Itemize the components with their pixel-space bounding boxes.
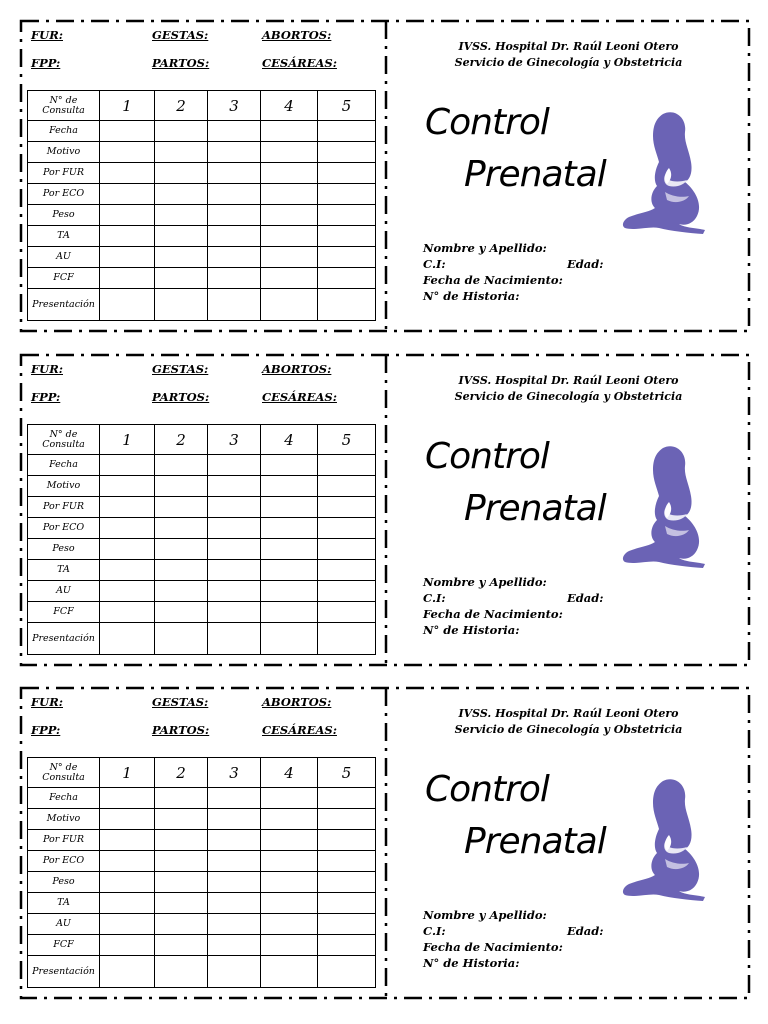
table-row <box>28 623 376 655</box>
historia-label: N° de Historia: <box>423 956 520 970</box>
entry-cell[interactable] <box>261 893 318 914</box>
entry-cell[interactable] <box>155 788 208 809</box>
entry-cell[interactable] <box>318 142 376 163</box>
entry-cell[interactable] <box>155 247 208 268</box>
consultation-pane <box>20 20 387 332</box>
fpp-label: FPP: <box>31 56 61 70</box>
consultation-table <box>27 757 376 988</box>
table-row <box>28 851 376 872</box>
row-label: AU <box>28 247 100 268</box>
table-row <box>28 893 376 914</box>
entry-cell[interactable] <box>208 851 261 872</box>
fpp-label: FPP: <box>31 723 61 737</box>
consulta-number-5: 5 <box>318 91 376 121</box>
entry-cell[interactable] <box>208 163 261 184</box>
entry-cell[interactable] <box>100 623 155 655</box>
entry-cell[interactable] <box>318 623 376 655</box>
entry-cell[interactable] <box>155 205 208 226</box>
prenatal-card-2 <box>20 354 750 666</box>
entry-cell[interactable] <box>208 893 261 914</box>
entry-cell[interactable] <box>318 247 376 268</box>
row-label: Fecha <box>28 121 100 142</box>
entry-cell[interactable] <box>208 268 261 289</box>
row-label: Motivo <box>28 476 100 497</box>
table-row <box>28 497 376 518</box>
entry-cell[interactable] <box>261 935 318 956</box>
consulta-number-4: 4 <box>261 425 318 455</box>
entry-cell[interactable] <box>155 455 208 476</box>
hospital-service: Servicio de Ginecología y Obstetricia <box>454 56 683 69</box>
table-header-row <box>28 425 376 455</box>
entry-cell[interactable] <box>208 623 261 655</box>
nombre-label: Nombre y Apellido: <box>423 575 547 589</box>
entry-cell[interactable] <box>100 289 155 321</box>
entry-cell[interactable] <box>100 455 155 476</box>
nombre-label: Nombre y Apellido: <box>423 908 547 922</box>
entry-cell[interactable] <box>261 184 318 205</box>
table-row <box>28 914 376 935</box>
entry-cell[interactable] <box>155 289 208 321</box>
patient-pane <box>387 20 750 332</box>
entry-cell[interactable] <box>208 809 261 830</box>
entry-cell[interactable] <box>208 205 261 226</box>
entry-cell[interactable] <box>208 121 261 142</box>
entry-cell[interactable] <box>208 247 261 268</box>
row-label: Motivo <box>28 142 100 163</box>
row-label: Por FUR <box>28 830 100 851</box>
prenatal-card-3 <box>20 687 750 999</box>
consulta-header-cell: N° de Consulta <box>28 91 100 121</box>
table-row <box>28 872 376 893</box>
entry-cell[interactable] <box>261 497 318 518</box>
entry-cell[interactable] <box>318 602 376 623</box>
consulta-number-4: 4 <box>261 758 318 788</box>
table-row <box>28 518 376 539</box>
entry-cell[interactable] <box>208 581 261 602</box>
entry-cell[interactable] <box>155 623 208 655</box>
edad-label: Edad: <box>567 924 604 938</box>
table-row <box>28 247 376 268</box>
entry-cell[interactable] <box>318 268 376 289</box>
edad-label: Edad: <box>567 257 604 271</box>
gestas-label: GESTAS: <box>152 695 209 709</box>
abortos-label: ABORTOS: <box>262 28 332 42</box>
nombre-label: Nombre y Apellido: <box>423 241 547 255</box>
consulta-number-1: 1 <box>100 91 155 121</box>
patient-pane <box>387 354 750 666</box>
hospital-name: IVSS. Hospital Dr. Raúl Leoni Otero <box>458 40 679 53</box>
entry-cell[interactable] <box>100 809 155 830</box>
entry-cell[interactable] <box>261 851 318 872</box>
consulta-number-3: 3 <box>208 425 261 455</box>
partos-label: PARTOS: <box>152 390 210 404</box>
fur-label: FUR: <box>31 695 63 709</box>
entry-cell[interactable] <box>155 914 208 935</box>
entry-cell[interactable] <box>208 289 261 321</box>
entry-cell[interactable] <box>100 893 155 914</box>
cesareas-label: CESÁREAS: <box>262 390 337 404</box>
row-label: Por ECO <box>28 851 100 872</box>
entry-cell[interactable] <box>155 893 208 914</box>
title-prenatal: Prenatal <box>464 821 606 862</box>
gestas-label: GESTAS: <box>152 28 209 42</box>
table-row <box>28 560 376 581</box>
fur-label: FUR: <box>31 28 63 42</box>
entry-cell[interactable] <box>261 914 318 935</box>
entry-cell[interactable] <box>318 205 376 226</box>
entry-cell[interactable] <box>318 809 376 830</box>
entry-cell[interactable] <box>208 914 261 935</box>
entry-cell[interactable] <box>261 163 318 184</box>
patient-pane <box>387 687 750 999</box>
entry-cell[interactable] <box>261 247 318 268</box>
entry-cell[interactable] <box>155 268 208 289</box>
entry-cell[interactable] <box>318 163 376 184</box>
entry-cell[interactable] <box>100 142 155 163</box>
table-row <box>28 956 376 988</box>
entry-cell[interactable] <box>155 809 208 830</box>
row-label: Motivo <box>28 809 100 830</box>
consultation-table <box>27 424 376 655</box>
row-label: Presentación <box>28 289 100 321</box>
entry-cell[interactable] <box>318 872 376 893</box>
table-row <box>28 788 376 809</box>
entry-cell[interactable] <box>100 560 155 581</box>
entry-cell[interactable] <box>100 247 155 268</box>
entry-cell[interactable] <box>261 226 318 247</box>
table-row <box>28 455 376 476</box>
prenatal-card-1 <box>20 20 750 332</box>
hospital-name: IVSS. Hospital Dr. Raúl Leoni Otero <box>458 374 679 387</box>
table-row <box>28 184 376 205</box>
row-label: Presentación <box>28 956 100 988</box>
entry-cell[interactable] <box>155 497 208 518</box>
entry-cell[interactable] <box>155 226 208 247</box>
entry-cell[interactable] <box>100 830 155 851</box>
entry-cell[interactable] <box>261 476 318 497</box>
consulta-number-2: 2 <box>155 425 208 455</box>
entry-cell[interactable] <box>318 851 376 872</box>
entry-cell[interactable] <box>261 581 318 602</box>
consultation-pane <box>20 687 387 999</box>
fur-label: FUR: <box>31 362 63 376</box>
entry-cell[interactable] <box>208 455 261 476</box>
historia-label: N° de Historia: <box>423 289 520 303</box>
entry-cell[interactable] <box>155 581 208 602</box>
entry-cell[interactable] <box>155 518 208 539</box>
hospital-name: IVSS. Hospital Dr. Raúl Leoni Otero <box>458 707 679 720</box>
entry-cell[interactable] <box>155 956 208 988</box>
entry-cell[interactable] <box>261 956 318 988</box>
entry-cell[interactable] <box>318 455 376 476</box>
entry-cell[interactable] <box>261 455 318 476</box>
row-label: Fecha <box>28 455 100 476</box>
entry-cell[interactable] <box>208 142 261 163</box>
entry-cell[interactable] <box>261 560 318 581</box>
entry-cell[interactable] <box>155 142 208 163</box>
row-label: Peso <box>28 205 100 226</box>
ci-label: C.I: <box>423 591 446 605</box>
entry-cell[interactable] <box>100 268 155 289</box>
entry-cell[interactable] <box>100 935 155 956</box>
historia-label: N° de Historia: <box>423 623 520 637</box>
consulta-number-1: 1 <box>100 758 155 788</box>
table-row <box>28 289 376 321</box>
partos-label: PARTOS: <box>152 56 210 70</box>
pregnant-woman-icon <box>619 444 709 568</box>
consulta-header-cell: N° de Consulta <box>28 425 100 455</box>
table-row <box>28 268 376 289</box>
row-label: Por FUR <box>28 497 100 518</box>
row-label: Peso <box>28 539 100 560</box>
ci-label: C.I: <box>423 924 446 938</box>
entry-cell[interactable] <box>155 935 208 956</box>
consulta-number-2: 2 <box>155 91 208 121</box>
gestas-label: GESTAS: <box>152 362 209 376</box>
row-label: AU <box>28 914 100 935</box>
row-label: AU <box>28 581 100 602</box>
row-label: Por FUR <box>28 163 100 184</box>
consulta-number-2: 2 <box>155 758 208 788</box>
row-label: FCF <box>28 268 100 289</box>
row-label: Peso <box>28 872 100 893</box>
table-row <box>28 226 376 247</box>
table-row <box>28 205 376 226</box>
entry-cell[interactable] <box>100 602 155 623</box>
entry-cell[interactable] <box>155 560 208 581</box>
partos-label: PARTOS: <box>152 723 210 737</box>
entry-cell[interactable] <box>261 830 318 851</box>
entry-cell[interactable] <box>155 872 208 893</box>
entry-cell[interactable] <box>100 205 155 226</box>
consulta-number-1: 1 <box>100 425 155 455</box>
entry-cell[interactable] <box>261 268 318 289</box>
entry-cell[interactable] <box>318 518 376 539</box>
entry-cell[interactable] <box>208 788 261 809</box>
fpp-label: FPP: <box>31 390 61 404</box>
entry-cell[interactable] <box>208 956 261 988</box>
entry-cell[interactable] <box>261 623 318 655</box>
title-control: Control <box>425 769 549 810</box>
entry-cell[interactable] <box>261 602 318 623</box>
cesareas-label: CESÁREAS: <box>262 723 337 737</box>
title-control: Control <box>425 102 549 143</box>
pregnant-woman-icon <box>619 777 709 901</box>
table-row <box>28 121 376 142</box>
row-label: FCF <box>28 602 100 623</box>
entry-cell[interactable] <box>261 788 318 809</box>
entry-cell[interactable] <box>155 539 208 560</box>
title-prenatal: Prenatal <box>464 488 606 529</box>
title-control: Control <box>425 436 549 477</box>
consulta-number-3: 3 <box>208 91 261 121</box>
entry-cell[interactable] <box>261 205 318 226</box>
entry-cell[interactable] <box>318 914 376 935</box>
abortos-label: ABORTOS: <box>262 362 332 376</box>
table-row <box>28 163 376 184</box>
entry-cell[interactable] <box>261 809 318 830</box>
entry-cell[interactable] <box>261 121 318 142</box>
entry-cell[interactable] <box>261 142 318 163</box>
entry-cell[interactable] <box>318 560 376 581</box>
nacimiento-label: Fecha de Nacimiento: <box>423 940 563 954</box>
nacimiento-label: Fecha de Nacimiento: <box>423 273 563 287</box>
entry-cell[interactable] <box>208 560 261 581</box>
table-row <box>28 935 376 956</box>
entry-cell[interactable] <box>155 602 208 623</box>
entry-cell[interactable] <box>318 497 376 518</box>
entry-cell[interactable] <box>100 184 155 205</box>
entry-cell[interactable] <box>208 497 261 518</box>
table-row <box>28 142 376 163</box>
hospital-service: Servicio de Ginecología y Obstetricia <box>454 390 683 403</box>
consultation-pane <box>20 354 387 666</box>
title-prenatal: Prenatal <box>464 154 606 195</box>
edad-label: Edad: <box>567 591 604 605</box>
entry-cell[interactable] <box>318 935 376 956</box>
entry-cell[interactable] <box>261 539 318 560</box>
consultation-table <box>27 90 376 321</box>
entry-cell[interactable] <box>208 602 261 623</box>
entry-cell[interactable] <box>155 121 208 142</box>
entry-cell[interactable] <box>155 163 208 184</box>
table-row <box>28 476 376 497</box>
entry-cell[interactable] <box>100 226 155 247</box>
row-label: Por ECO <box>28 518 100 539</box>
entry-cell[interactable] <box>208 226 261 247</box>
entry-cell[interactable] <box>100 788 155 809</box>
entry-cell[interactable] <box>318 289 376 321</box>
row-label: Fecha <box>28 788 100 809</box>
table-header-row <box>28 758 376 788</box>
entry-cell[interactable] <box>155 184 208 205</box>
entry-cell[interactable] <box>208 872 261 893</box>
table-row <box>28 602 376 623</box>
entry-cell[interactable] <box>318 184 376 205</box>
entry-cell[interactable] <box>155 476 208 497</box>
pregnant-woman-icon <box>619 110 709 234</box>
row-label: TA <box>28 226 100 247</box>
entry-cell[interactable] <box>100 518 155 539</box>
consulta-number-3: 3 <box>208 758 261 788</box>
abortos-label: ABORTOS: <box>262 695 332 709</box>
entry-cell[interactable] <box>318 476 376 497</box>
entry-cell[interactable] <box>208 539 261 560</box>
table-header-row <box>28 91 376 121</box>
entry-cell[interactable] <box>208 476 261 497</box>
cesareas-label: CESÁREAS: <box>262 56 337 70</box>
table-row <box>28 809 376 830</box>
consulta-number-5: 5 <box>318 758 376 788</box>
entry-cell[interactable] <box>318 539 376 560</box>
entry-cell[interactable] <box>318 226 376 247</box>
entry-cell[interactable] <box>318 893 376 914</box>
hospital-service: Servicio de Ginecología y Obstetricia <box>454 723 683 736</box>
row-label: TA <box>28 560 100 581</box>
entry-cell[interactable] <box>155 830 208 851</box>
table-row <box>28 830 376 851</box>
entry-cell[interactable] <box>100 581 155 602</box>
consulta-header-cell: N° de Consulta <box>28 758 100 788</box>
row-label: FCF <box>28 935 100 956</box>
entry-cell[interactable] <box>100 497 155 518</box>
entry-cell[interactable] <box>100 539 155 560</box>
row-label: TA <box>28 893 100 914</box>
entry-cell[interactable] <box>261 518 318 539</box>
entry-cell[interactable] <box>318 581 376 602</box>
entry-cell[interactable] <box>100 163 155 184</box>
ci-label: C.I: <box>423 257 446 271</box>
table-row <box>28 539 376 560</box>
row-label: Por ECO <box>28 184 100 205</box>
consulta-number-5: 5 <box>318 425 376 455</box>
entry-cell[interactable] <box>100 851 155 872</box>
entry-cell[interactable] <box>318 956 376 988</box>
entry-cell[interactable] <box>100 872 155 893</box>
row-label: Presentación <box>28 623 100 655</box>
entry-cell[interactable] <box>100 121 155 142</box>
entry-cell[interactable] <box>318 121 376 142</box>
entry-cell[interactable] <box>100 476 155 497</box>
table-row <box>28 581 376 602</box>
entry-cell[interactable] <box>208 518 261 539</box>
entry-cell[interactable] <box>208 184 261 205</box>
entry-cell[interactable] <box>261 289 318 321</box>
nacimiento-label: Fecha de Nacimiento: <box>423 607 563 621</box>
entry-cell[interactable] <box>100 956 155 988</box>
entry-cell[interactable] <box>261 872 318 893</box>
entry-cell[interactable] <box>208 935 261 956</box>
entry-cell[interactable] <box>100 914 155 935</box>
consulta-number-4: 4 <box>261 91 318 121</box>
entry-cell[interactable] <box>318 788 376 809</box>
entry-cell[interactable] <box>155 851 208 872</box>
entry-cell[interactable] <box>208 830 261 851</box>
entry-cell[interactable] <box>318 830 376 851</box>
